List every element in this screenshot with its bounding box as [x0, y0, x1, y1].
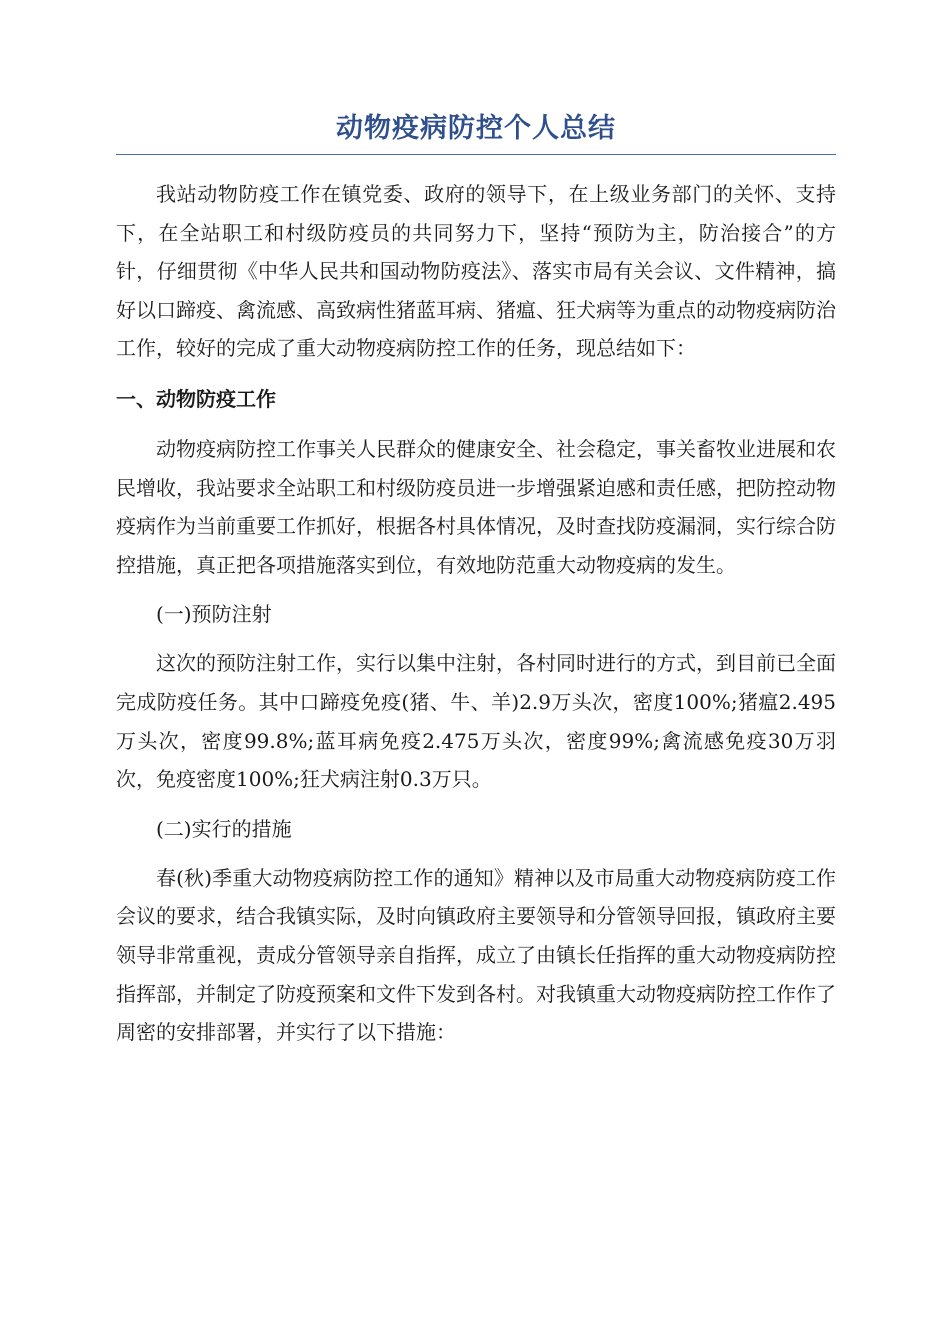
subsection-2-paragraph: 春(秋)季重大动物疫病防控工作的通知》精神以及市局重大动物疫病防疫工作会议的要求，结合我镇实际，及时向镇政府主要领导和分管领导回报，镇政府主要领导非常重视，责成分管领导亲自指挥，成立了由镇长任指挥的重大动物疫病防控指挥部，并制定了防疫预案和文件下发到各村。对我镇重大动物疫病防控工作作了周密的安排部署，并实行了以下措施： — [116, 865, 836, 1045]
subsection-heading-1: (一)预防注射 — [156, 602, 272, 627]
document-title: 动物疫病防控个人总结 — [116, 110, 836, 155]
section-1-paragraph: 动物疫病防控工作事关人民群众的健康安全、社会稳定，事关畜牧业进展和农民增收，我站要求全站职工和村级防疫员进一步增强紧迫感和责任感，把防控动物疫病作为当前重要工作抓好，根据各村具体情况，及时查找防疫漏洞，实行综合防控措施，真正把各项措施落实到位，有效地防范重大动物疫病的发生。 — [116, 436, 836, 577]
subsection-heading-2: (二)实行的措施 — [156, 816, 292, 841]
intro-paragraph: 我站动物防疫工作在镇党委、政府的领导下，在上级业务部门的关怀、支持下，在全站职工和村级防疫员的共同努力下，坚持“预防为主，防治接合”的方针，仔细贯彻《中华人民共和国动物防疫法》、落实市局有关会议、文件精神，搞好以口蹄疫、禽流感、高致病性猪蓝耳病、猪瘟、狂犬病等为重点的动物疫病防治工作，较好的完成了重大动物疫病防控工作的任务，现总结如下： — [116, 182, 836, 361]
subsection-1-paragraph: 这次的预防注射工作，实行以集中注射，各村同时进行的方式，到目前已全面完成防疫任务。其中口蹄疫免疫(猪、牛、羊)2.9万头次，密度100%;猪瘟2.495万头次，密度99.8%;蓝耳病免疫2.475万头次，密度99%;禽流感免疫30万羽次，免疫密度100%;狂犬病注射0.3万只。 — [116, 651, 836, 792]
document-page — [116, 110, 836, 1052]
section-heading-1: 一、动物防疫工作 — [116, 386, 276, 411]
